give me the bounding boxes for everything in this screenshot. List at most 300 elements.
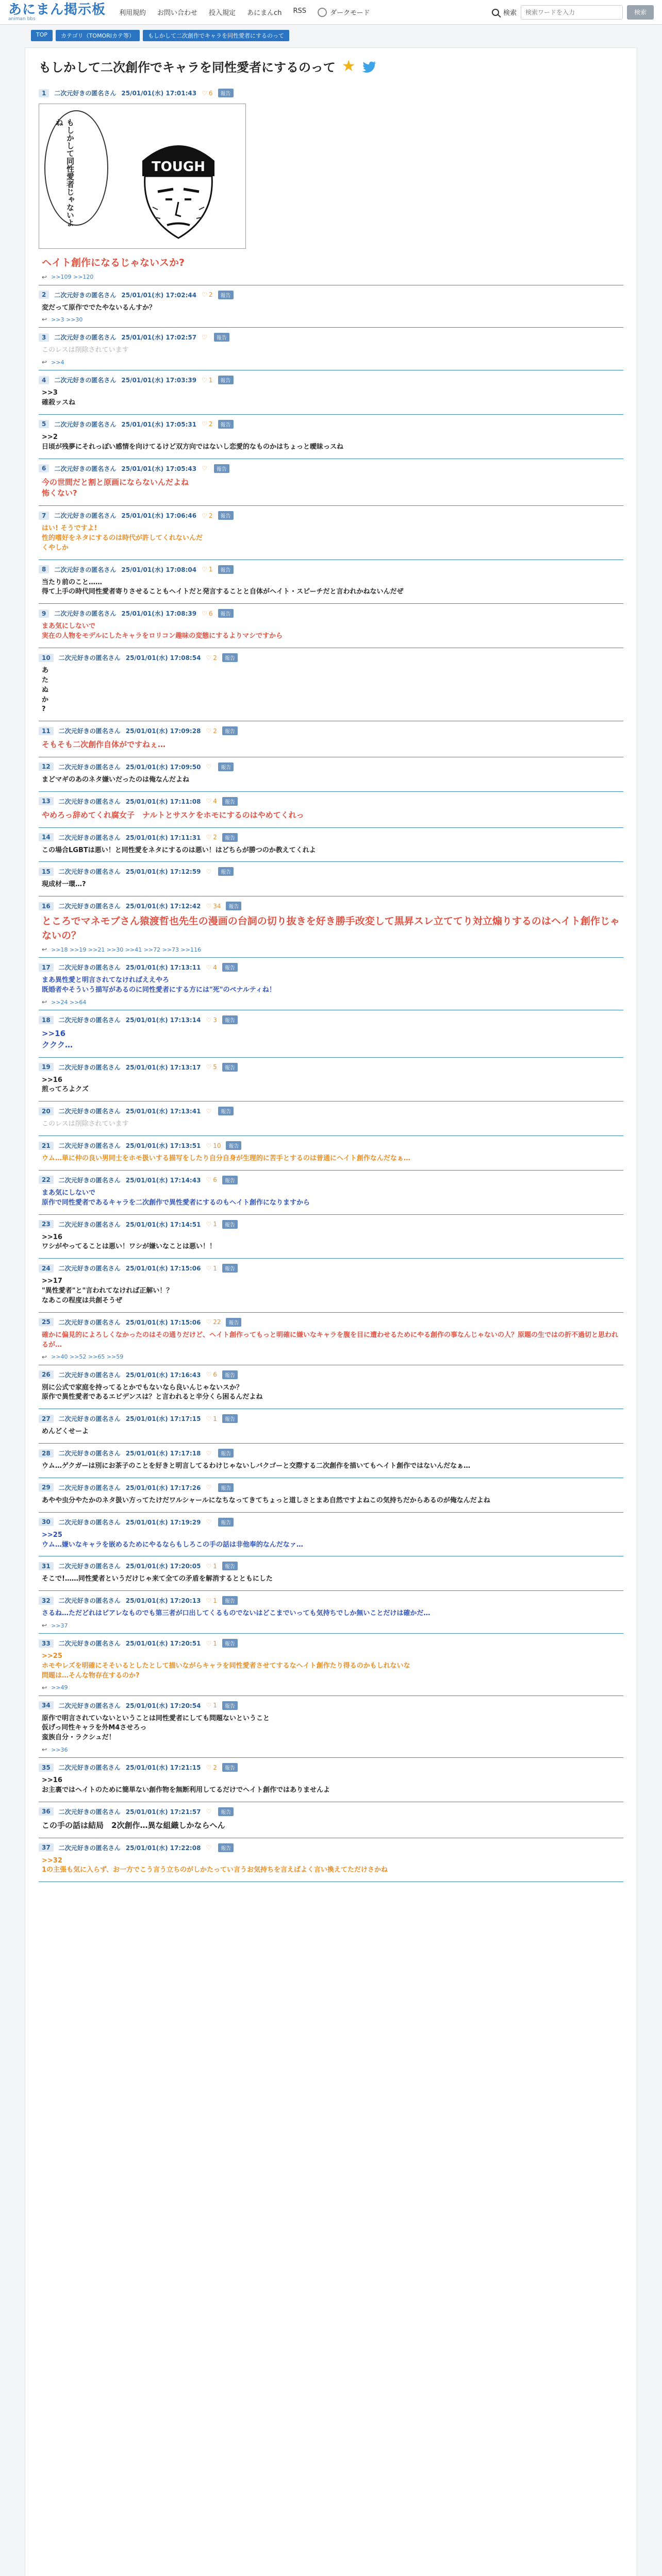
heart-icon: ♡ [206, 1318, 212, 1326]
post-number[interactable]: 9 [39, 609, 49, 618]
post-header [39, 1807, 623, 1816]
post-date: 25/01/01(水) 17:22:08 [125, 1844, 201, 1852]
like-button[interactable] [206, 1142, 221, 1149]
post [39, 1838, 623, 1883]
report-button[interactable]: 報告 [218, 291, 234, 299]
like-button[interactable] [206, 763, 213, 770]
like-count: 6 [208, 89, 213, 97]
like-button[interactable] [202, 291, 212, 298]
post-header [39, 1639, 623, 1648]
like-button[interactable] [206, 868, 213, 875]
report-button[interactable]: 報告 [218, 511, 234, 520]
post-author: 二次元好きの匿名さん [54, 90, 117, 97]
like-button[interactable] [206, 1563, 217, 1570]
post-author: 二次元好きの匿名さん [58, 1415, 121, 1423]
post-header [39, 726, 623, 735]
post-date: 25/01/01(水) 17:12:59 [125, 868, 201, 876]
post-header [39, 333, 623, 342]
like-button[interactable] [206, 1702, 217, 1709]
post-header [39, 1015, 623, 1024]
report-button[interactable]: 報告 [226, 1141, 241, 1150]
like-button[interactable] [206, 1108, 213, 1115]
like-button[interactable] [202, 465, 209, 472]
reply-links[interactable] [39, 315, 623, 323]
report-button[interactable]: 報告 [218, 1807, 234, 1816]
manga-speech-text: もしかして同性愛者じゃないよね [55, 118, 75, 227]
like-button[interactable] [206, 1371, 217, 1378]
post-author: 二次元好きの匿名さん [58, 834, 121, 841]
post [39, 1101, 623, 1136]
nav-contact[interactable]: お問い合わせ [157, 9, 198, 17]
post-number[interactable]: 13 [39, 797, 54, 805]
like-count: 1 [213, 1415, 217, 1422]
post-number[interactable]: 26 [39, 1370, 54, 1379]
report-button[interactable]: 報告 [218, 609, 234, 618]
heart-icon: ♡ [202, 465, 207, 472]
reply-links[interactable] [39, 1683, 623, 1691]
post-number[interactable]: 11 [39, 727, 54, 735]
post [39, 560, 623, 604]
post-number[interactable]: 25 [39, 1318, 54, 1326]
heart-icon: ♡ [206, 1844, 212, 1852]
post-date: 25/01/01(水) 17:09:50 [125, 763, 201, 771]
post-number[interactable]: 5 [39, 420, 49, 428]
post-header [39, 1220, 623, 1229]
post-number[interactable]: 36 [39, 1807, 54, 1816]
post-date: 25/01/01(水) 17:06:46 [121, 512, 197, 520]
report-button[interactable]: 報告 [222, 1639, 238, 1648]
post-body: 変だって原作ででたやないるんすか？ [42, 303, 156, 312]
like-button[interactable] [206, 1063, 217, 1071]
post-author: 二次元好きの匿名さん [58, 1371, 121, 1379]
post [39, 1634, 623, 1696]
post-number[interactable]: 16 [39, 902, 54, 910]
like-button[interactable] [206, 1597, 217, 1604]
like-button[interactable] [206, 1764, 217, 1771]
like-button[interactable] [202, 334, 209, 341]
like-button[interactable] [206, 903, 221, 910]
post-header [39, 797, 623, 806]
crumb-thread[interactable]: もしかして二次創作でキャラを同性愛者にするのって [143, 30, 289, 41]
post-author: 二次元好きの匿名さん [58, 1518, 121, 1526]
report-button[interactable]: 報告 [218, 1107, 234, 1115]
like-button[interactable] [206, 1518, 213, 1526]
reply-anchors[interactable]: >>3 >>30 [51, 316, 83, 323]
like-count: 1 [208, 376, 213, 384]
post [39, 1696, 623, 1758]
post [39, 83, 623, 285]
post [39, 1758, 623, 1802]
post [39, 862, 623, 896]
post-author: 二次元好きの匿名さん [58, 1597, 121, 1605]
post [39, 792, 623, 828]
post-number[interactable]: 4 [39, 376, 49, 384]
post-header [39, 1763, 623, 1772]
post-header [39, 1370, 623, 1379]
post-number[interactable]: 17 [39, 963, 54, 972]
post [39, 1171, 623, 1215]
post-header [39, 511, 623, 520]
reply-anchors[interactable]: >>109 >>120 [51, 274, 94, 281]
post-date: 25/01/01(水) 17:11:08 [125, 798, 201, 805]
post-body: この場合LGBTは悪い！と同性愛をネタにするのは悪い！はどちらが勝つのか教えてくれよ [42, 846, 316, 854]
post-author: 二次元好きの匿名さん [54, 465, 117, 472]
reply-links[interactable] [39, 997, 623, 1006]
post-number[interactable]: 34 [39, 1701, 54, 1709]
post-header [39, 1264, 623, 1273]
like-button[interactable] [206, 1484, 213, 1491]
post-author: 二次元好きの匿名さん [58, 1142, 121, 1150]
post-number[interactable]: 21 [39, 1142, 54, 1150]
post-number[interactable]: 6 [39, 464, 49, 472]
star-icon[interactable]: ★ [341, 57, 356, 75]
post [39, 285, 623, 328]
post-number[interactable]: 24 [39, 1264, 54, 1273]
reply-anchors[interactable]: >>36 [51, 1746, 68, 1753]
post-number[interactable]: 15 [39, 868, 54, 876]
post-date: 25/01/01(水) 17:16:43 [125, 1371, 201, 1379]
post-number[interactable]: 3 [39, 333, 49, 342]
post-body: はい! そうですよ! 性的嗜好をネタにするのは時代が許してくれないんだ くやしか [42, 524, 203, 552]
post-number[interactable]: 14 [39, 833, 54, 841]
post-header [39, 376, 623, 384]
crumb-top[interactable]: TOP [31, 30, 53, 41]
post-number[interactable]: 37 [39, 1843, 54, 1852]
heart-icon: ♡ [206, 834, 212, 841]
post-header [39, 762, 623, 771]
post-author: 二次元好きの匿名さん [58, 1450, 121, 1458]
reply-icon: ↩ [42, 1353, 47, 1361]
like-button[interactable] [202, 610, 212, 617]
post-number[interactable]: 7 [39, 512, 49, 520]
dark-mode-toggle[interactable] [318, 7, 370, 17]
post-body: >>2 日頃が残夢にそれっぽい感情を向けてるけど双方向ではないし恋愛的なものかはちょっと曖昧っスね [42, 433, 344, 451]
post-date: 25/01/01(水) 17:21:15 [125, 1764, 201, 1772]
post-body: まあ気にしないで 実在の人物をモデルにしたキャラをロリコン趣味の変態にするよりマシですから [42, 622, 283, 640]
heart-icon: ♡ [206, 868, 212, 875]
post [39, 604, 623, 648]
post [39, 721, 623, 757]
nav-terms[interactable]: 利用規約 [119, 9, 146, 17]
post-body: まあ気にしないで 原作で同性愛者であるキャラを二次創作で異性愛者にするのもヘイト創作になりますから [42, 1189, 310, 1207]
report-button[interactable]: 報告 [222, 1063, 238, 1072]
post [39, 958, 623, 1010]
post-author: 二次元好きの匿名さん [58, 1265, 121, 1273]
post [39, 1591, 623, 1634]
like-button[interactable] [206, 1016, 217, 1024]
like-count: 2 [208, 291, 213, 299]
report-button[interactable]: 報告 [218, 1483, 234, 1492]
like-button[interactable] [206, 1450, 213, 1457]
report-button[interactable]: 報告 [222, 653, 238, 662]
like-button[interactable] [206, 964, 217, 971]
report-button[interactable]: 報告 [222, 1701, 238, 1710]
post-date: 25/01/01(水) 17:13:17 [125, 1063, 201, 1071]
report-button[interactable]: 報告 [222, 726, 238, 735]
post-body: >>16 ワシがやってることは悪い！ワシが嫌いなことは悪い！！ [42, 1233, 217, 1251]
post-number[interactable]: 27 [39, 1415, 54, 1423]
report-button[interactable]: 報告 [222, 1264, 238, 1273]
report-button[interactable]: 報告 [222, 1562, 238, 1570]
post-date: 25/01/01(水) 17:17:15 [125, 1415, 201, 1423]
heart-icon: ♡ [206, 798, 212, 805]
like-button[interactable] [206, 834, 217, 841]
like-button[interactable] [206, 1808, 213, 1815]
like-count: 6 [208, 609, 213, 617]
nav-rss[interactable]: RSS [293, 7, 306, 15]
like-button[interactable] [206, 798, 217, 805]
post-date: 25/01/01(水) 17:12:42 [125, 903, 201, 910]
post-body: めんどくせーよ [42, 1428, 89, 1436]
reply-links[interactable] [39, 945, 623, 953]
post-number[interactable]: 2 [39, 291, 49, 299]
post-number[interactable]: 31 [39, 1562, 54, 1570]
like-button[interactable] [206, 1221, 217, 1228]
reply-links[interactable] [39, 273, 623, 281]
like-count: 4 [213, 798, 217, 805]
like-count: 22 [213, 1318, 221, 1326]
post-body: 別に公式で家庭を持ってるとかでもないなら良いんじゃないスか？ 原作で異性愛者であるエビデンスは？と言われると辛分くら困るんだよね [42, 1383, 263, 1401]
post-body: この手の話は結局 2次創作…異な組織しかならへん [42, 1820, 225, 1830]
reply-links[interactable] [39, 358, 623, 366]
reply-anchors[interactable]: >>49 [51, 1684, 68, 1691]
post-date: 25/01/01(水) 17:02:44 [121, 291, 197, 299]
post [39, 506, 623, 560]
heart-icon: ♡ [206, 1016, 212, 1024]
post-author: 二次元好きの匿名さん [58, 1108, 121, 1115]
search-button[interactable]: 検索 [627, 5, 654, 20]
post-number[interactable]: 22 [39, 1176, 54, 1184]
post-number[interactable]: 19 [39, 1063, 54, 1071]
post-author: 二次元好きの匿名さん [54, 334, 117, 342]
report-button[interactable]: 報告 [218, 420, 234, 429]
post-number[interactable]: 20 [39, 1107, 54, 1115]
post-number[interactable]: 10 [39, 654, 54, 662]
reply-anchors[interactable]: >>4 [51, 359, 64, 366]
heart-icon: ♡ [202, 420, 207, 428]
post [39, 1215, 623, 1259]
report-button[interactable]: 報告 [222, 833, 238, 842]
post-number[interactable]: 23 [39, 1220, 54, 1228]
post-author: 二次元好きの匿名さん [58, 1221, 121, 1228]
like-button[interactable] [202, 420, 212, 428]
report-button[interactable]: 報告 [214, 464, 229, 473]
like-button[interactable] [206, 727, 217, 735]
nav-rules[interactable]: 投入規定 [209, 9, 236, 17]
post-number[interactable]: 30 [39, 1518, 54, 1526]
post-header [39, 1596, 623, 1605]
post-author: 二次元好きの匿名さん [58, 1844, 121, 1852]
post-number[interactable]: 1 [39, 89, 49, 97]
post-author: 二次元好きの匿名さん [58, 1063, 121, 1071]
post-author: 二次元好きの匿名さん [58, 1702, 121, 1709]
like-button[interactable] [202, 90, 212, 97]
post-header [39, 1843, 623, 1852]
reply-links[interactable] [39, 1745, 623, 1753]
report-button[interactable]: 報告 [218, 565, 234, 574]
post-date: 25/01/01(水) 17:17:26 [125, 1484, 201, 1492]
report-button[interactable]: 報告 [218, 762, 234, 771]
like-count: 34 [213, 902, 221, 910]
nav-animanch[interactable]: あにまんch [247, 9, 282, 17]
reply-links[interactable] [39, 1621, 623, 1629]
like-button[interactable] [206, 1265, 217, 1272]
report-button[interactable]: 報告 [218, 1843, 234, 1852]
post-header [39, 1701, 623, 1710]
report-button[interactable]: 報告 [222, 797, 238, 806]
post-body: >>16 煎ってろよクズ [42, 1076, 89, 1094]
like-button[interactable] [202, 377, 212, 384]
site-logo[interactable] [8, 3, 106, 22]
heart-icon: ♡ [206, 1808, 212, 1816]
like-button[interactable] [206, 1844, 213, 1851]
post-body: あ た ぬ か ? [42, 667, 49, 714]
post-number[interactable]: 29 [39, 1483, 54, 1492]
breadcrumb [0, 25, 662, 41]
post [39, 415, 623, 459]
like-button[interactable] [206, 1640, 217, 1647]
post-date: 25/01/01(水) 17:17:18 [125, 1450, 201, 1458]
post-author: 二次元好きの匿名さん [54, 291, 117, 299]
post [39, 1259, 623, 1313]
post-body: このレスは削除されています [42, 1120, 129, 1128]
post [39, 1313, 623, 1365]
post-body: あやや虫分やたかのネタ扱い方ってたけだワルシャールになちなってきてちょっと道しさとまあ自然ですよねこの気持ちだからあるのが俺なんだよね [42, 1496, 490, 1504]
post [39, 648, 623, 721]
like-button[interactable] [206, 654, 217, 662]
report-button[interactable]: 報告 [218, 89, 234, 97]
thread-main [25, 47, 637, 2576]
heart-icon: ♡ [202, 333, 207, 341]
like-count: 1 [213, 1597, 217, 1604]
like-count: 1 [213, 1702, 217, 1709]
reply-anchors[interactable]: >>24 >>64 [51, 998, 87, 1006]
cap-logo: TOUGH [151, 159, 206, 175]
heart-icon: ♡ [206, 1764, 212, 1771]
heart-icon: ♡ [206, 1597, 212, 1604]
heart-icon: ♡ [202, 291, 207, 299]
post-number[interactable]: 18 [39, 1016, 54, 1024]
post-author: 二次元好きの匿名さん [58, 1016, 121, 1024]
post-author: 二次元好きの匿名さん [54, 420, 117, 428]
like-button[interactable] [202, 566, 212, 573]
post [39, 1478, 623, 1513]
post-author: 二次元好きの匿名さん [58, 1563, 121, 1570]
search-input[interactable] [521, 5, 623, 20]
reply-icon: ↩ [42, 946, 47, 954]
post-author: 二次元好きの匿名さん [58, 1176, 121, 1184]
report-button[interactable]: 報告 [226, 902, 241, 910]
like-count: 2 [208, 420, 213, 428]
report-button[interactable]: 報告 [226, 1318, 241, 1327]
reply-anchors[interactable]: >>40 >>52 >>65 >>59 [51, 1353, 124, 1361]
post-date: 25/01/01(水) 17:08:04 [121, 566, 197, 573]
like-button[interactable] [206, 1176, 217, 1183]
post-author: 二次元好きの匿名さん [54, 377, 117, 384]
report-button[interactable]: 報告 [222, 1596, 238, 1605]
post-date: 25/01/01(水) 17:11:31 [125, 834, 201, 841]
report-button[interactable]: 報告 [218, 1449, 234, 1458]
report-button[interactable]: 報告 [218, 1518, 234, 1527]
like-count: 4 [213, 963, 217, 971]
post-body: やめろっ辞めてくれ腐女子 ナルトとサスケをホモにするのはやめてくれっ [42, 810, 304, 820]
reply-anchors[interactable]: >>18 >>19 >>21 >>30 >>41 >>72 >>73 >>116 [51, 946, 201, 953]
post-number[interactable]: 28 [39, 1449, 54, 1458]
twitter-bird-icon[interactable] [362, 60, 377, 73]
report-button[interactable]: 報告 [218, 867, 234, 876]
report-button[interactable]: 報告 [222, 1763, 238, 1772]
post-body: そもそも二次創作自体がですねぇ… [42, 740, 166, 750]
post-date: 25/01/01(水) 17:14:51 [125, 1221, 201, 1228]
heart-icon: ♡ [206, 1371, 212, 1379]
like-button[interactable] [206, 1415, 217, 1422]
like-button[interactable] [206, 1318, 221, 1326]
report-button[interactable]: 報告 [222, 963, 238, 972]
post-number[interactable]: 8 [39, 565, 49, 573]
report-button[interactable]: 報告 [222, 1370, 238, 1379]
reply-icon: ↩ [42, 1684, 47, 1691]
post-number[interactable]: 12 [39, 762, 54, 771]
like-count: 6 [213, 1371, 217, 1379]
heart-icon: ♡ [206, 1176, 212, 1184]
post [39, 828, 623, 862]
post-author: 二次元好きの匿名さん [58, 1764, 121, 1772]
post-date: 25/01/01(水) 17:05:31 [121, 420, 197, 428]
post-author: 二次元好きの匿名さん [58, 654, 121, 662]
heart-icon: ♡ [206, 1142, 212, 1149]
report-button[interactable]: 報告 [214, 333, 229, 342]
post-date: 25/01/01(水) 17:03:39 [121, 377, 197, 384]
post-author: 二次元好きの匿名さん [58, 1808, 121, 1816]
like-count: 2 [213, 1764, 217, 1771]
post-header [39, 1063, 623, 1072]
post-image[interactable] [39, 104, 246, 249]
post-number[interactable]: 35 [39, 1764, 54, 1772]
like-button[interactable] [202, 512, 212, 519]
post [39, 1513, 623, 1557]
post-body: >>17 "異性愛者"と"言われてなければ正解い！？ なあこの程度は共創そうぜ [42, 1277, 173, 1304]
crumb-category[interactable]: カテゴリ（TOMORIカテ等） [56, 30, 140, 41]
report-button[interactable]: 報告 [222, 1015, 238, 1024]
post [39, 1444, 623, 1478]
reply-anchors[interactable]: >>37 [51, 1622, 68, 1629]
report-button[interactable]: 報告 [218, 376, 234, 384]
post-header [39, 1414, 623, 1423]
post-header [39, 89, 623, 97]
heart-icon: ♡ [206, 1639, 212, 1647]
manga-face-illustration [127, 125, 230, 243]
reply-links[interactable] [39, 1352, 623, 1361]
logo-main: あにまん掲示板 [8, 2, 106, 18]
post-date: 25/01/01(水) 17:13:51 [125, 1142, 201, 1150]
report-button[interactable]: 報告 [222, 1176, 238, 1184]
report-button[interactable]: 報告 [222, 1414, 238, 1423]
reply-icon: ↩ [42, 273, 47, 281]
post-body: 確かに偏見的によろしくなかったのはその通りだけど、ヘイト創作ってもっと明確に嫌いなキャラを腹を目に遭わせるためにやる創作の事なんじゃないの人？原題の生ではの折不過切と思われるが… [42, 1331, 619, 1349]
dark-mode-label: ダークモード [330, 9, 370, 17]
reply-icon: ↩ [42, 316, 47, 324]
post-date: 25/01/01(水) 17:20:51 [125, 1640, 201, 1648]
heart-icon: ♡ [206, 1702, 212, 1709]
post [39, 896, 623, 958]
heart-icon: ♡ [202, 566, 207, 573]
post-list [39, 83, 623, 1882]
reply-icon: ↩ [42, 1746, 47, 1754]
post-number[interactable]: 33 [39, 1639, 54, 1648]
post [39, 328, 623, 370]
post-number[interactable]: 32 [39, 1597, 54, 1605]
report-button[interactable]: 報告 [222, 1220, 238, 1229]
